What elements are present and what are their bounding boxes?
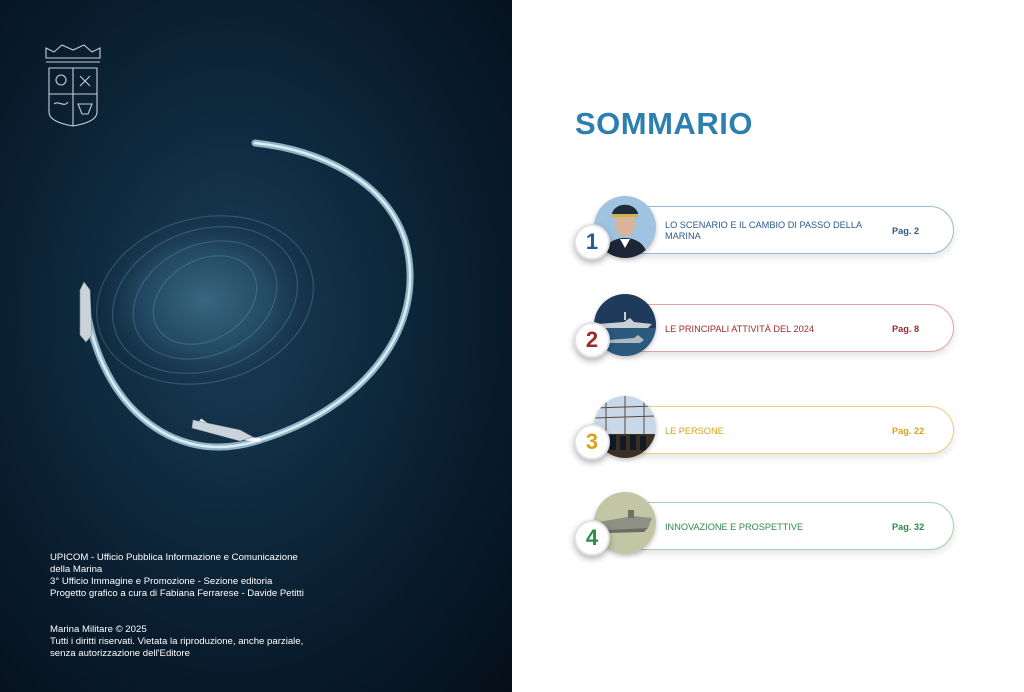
toc-page-ref: Pag. 8 [892,324,920,334]
toc-label: LO SCENARIO E IL CAMBIO DI PASSO DELLA MARINA [665,220,862,241]
toc-item-1[interactable] [572,196,956,266]
summary-page [512,0,1024,692]
toc-label: LE PERSONE [665,425,724,436]
credits-line: della Marina [50,564,103,575]
toc-label: LE PRINCIPALI ATTIVITÀ DEL 2024 [665,323,814,334]
toc-number: 3 [574,424,610,460]
toc-page-ref: Pag. 2 [892,226,920,236]
copyright-line: Marina Militare © 2025 [50,624,147,635]
credits-block [50,552,470,660]
page-title: SOMMARIO [575,106,753,141]
rights-line: Tutti i diritti riservati. Vietata la riproduzione, anche parziale, [50,636,304,647]
toc-page-ref: Pag. 22 [892,426,925,436]
toc-number: 2 [574,322,610,358]
rights-line: senza autorizzazione dell'Editore [50,648,190,659]
credits-line: Progetto grafico a cura di Fabiana Ferrarese - Davide Petitti [50,588,304,599]
toc-number: 1 [574,224,610,260]
toc-item-4[interactable] [572,492,956,562]
credits-line: 3° Ufficio Immagine e Promozione - Sezione editoria [50,576,273,587]
toc-item-2[interactable] [572,294,956,364]
toc-item-3[interactable] [572,396,956,466]
toc-label: INNOVAZIONE E PROSPETTIVE [665,521,804,532]
credits-line: UPICOM - Ufficio Pubblica Informazione e Comunicazione [50,552,298,563]
toc-number: 4 [574,520,610,556]
navy-crest-icon [40,42,106,128]
toc-page-ref: Pag. 32 [892,522,925,532]
